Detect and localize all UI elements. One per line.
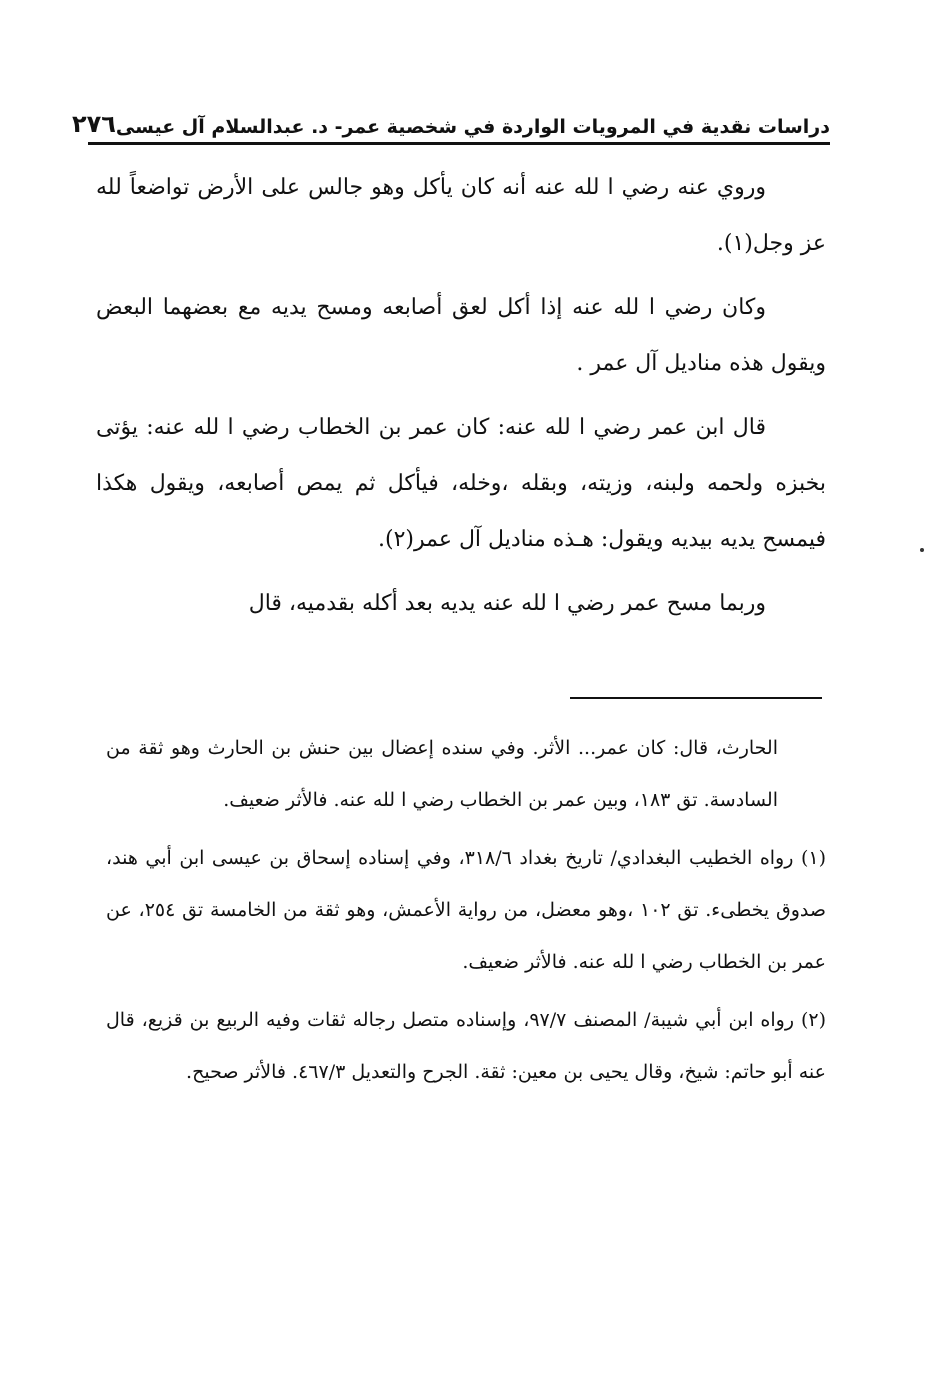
- footnotes: [106, 722, 826, 1104]
- footnote-1: (١) رواه الخطيب البغدادي/ تاريخ بغداد ٣١٨/٦، وفي إسناده إسحاق بن عيسى ابن أبي هند، صدوق يخطىء. تق ١٠٢ ،وهو معضل، من رواية الأعمش، وهو ثقة من الخامسة تق ٢٥٤، عن عمر بن الخطاب رضي ا لله عنه. فالأثر ضعيف.: [106, 847, 827, 973]
- running-header: [71, 102, 830, 145]
- page-number: ٢٧٦: [71, 110, 116, 138]
- footnote-carryover: الحارث، قال: كان عمر... الأثر. وفي سنده إعضال بين حنش بن الحارث وهو ثقة من السادسة. تق ١٨٣، وبين عمر بن الخطاب رضي ا لله عنه. فالأثر ضعيف.: [106, 737, 778, 811]
- paragraph: وربما مسح عمر رضي ا لله عنه يديه بعد أكله بقدميه، قال: [248, 591, 766, 616]
- paragraph: وروي عنه رضي ا لله عنه أنه كان يأكل وهو جالس على الأرض تواضعاً لله عز وجل(١).: [96, 175, 826, 256]
- header-title: دراسات نقدية في المرويات الواردة في شخصية عمر- د. عبدالسلام آل عيسى: [115, 116, 830, 138]
- footnote-2: (٢) رواه ابن أبي شيبة/ المصنف ٩٧/٧، وإسناده متصل رجاله ثقات وفيه الربيع بن قزيع، قال عنه أبو حاتم: شيخ، وقال يحيى بن معين: ثقة. الجرح والتعديل ٤٦٧/٣. فالأثر صحيح.: [106, 1009, 826, 1083]
- paragraph: قال ابن عمر رضي ا لله عنه: كان عمر بن الخطاب رضي ا لله عنه: يؤتى بخبزه ولحمه ولبنه، وزيته، وبقله ،وخله، فيأكل ثم يمص أصابعه، ويقول هكذا فيمسح يديه بيديه ويقول: هـذه مناديل آل عمر(٢).: [96, 415, 826, 552]
- footnote-separator: [570, 697, 822, 699]
- main-text: [96, 160, 826, 640]
- scan-speck: [920, 548, 924, 552]
- paragraph: وكان رضي ا لله عنه إذا أكل لعق أصابعه ومسح يديه مع بعضهما البعض ويقول هذه مناديل آل عمر .: [96, 295, 826, 376]
